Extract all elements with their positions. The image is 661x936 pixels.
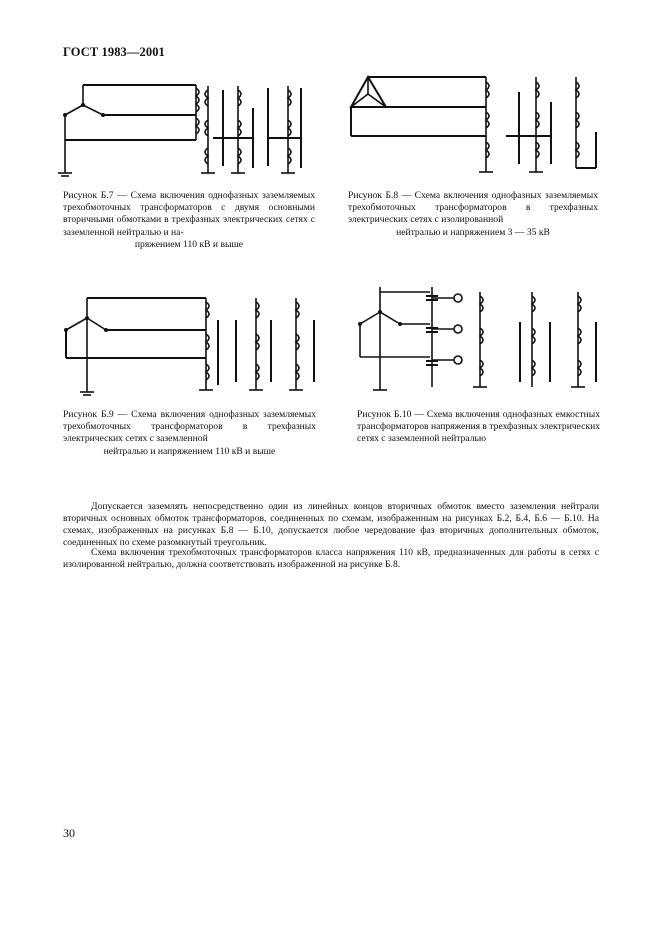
body-paragraph-1: Допускается заземлять непосредственно один из линейных концов вторичных обмоток вместо заземления нейтрали вторичных основных обмоток трансформаторов, соединенных по схемам, изображенным на рисунках Б.2, Б.4, Б.6 — Б.10. На схемах, изображенных на рисунках Б.8 — Б.10, допускается любое чередование фаз вторичных дополнительных обмоток, соединенных по схеме разомкнутый треугольник.: [63, 501, 599, 548]
figure-b10-caption: [357, 409, 600, 446]
figure-b9-caption-last-line: нейтралью и напряжением 110 кВ и выше: [103, 445, 276, 457]
figure-b7-diagram: [58, 78, 318, 178]
figure-b8-caption-text: Рисунок Б.8 — Схема включения однофазных заземляемых трехобмоточных трансформаторов в трехфазных электрических сетях с изолированной: [348, 190, 598, 226]
body-paragraph-2: Схема включения трехобмоточных трансформаторов класса напряжения 110 кВ, предназначенных для работы в сетях с изолированной нейтралью, должна соответствовать изображенной на рисунке Б.8.: [63, 547, 599, 570]
figure-b10-caption-text: Рисунок Б.10 — Схема включения однофазных емкостных трансформаторов напряжения в трехфазных электрических сетях с заземленной нейтралью: [357, 409, 600, 445]
figure-b7-caption-last-line: пряжением 110 кВ и выше: [134, 238, 244, 250]
figure-b9-caption: [63, 409, 316, 458]
figure-b7-circuit: [58, 85, 301, 176]
page-number: 30: [63, 826, 75, 840]
figure-b10-circuit: [358, 287, 596, 390]
figure-b7-caption-text: Рисунок Б.7 — Схема включения однофазных заземляемых трехобмоточных трансформаторов с двумя основными вторичными обмотками в трехфазных электрических сетях с заземленной нейтралью и на-: [63, 190, 315, 238]
figure-b8-caption-last-line: нейтралью и напряжением 3 — 35 кВ: [396, 226, 550, 238]
figure-b9-caption-text: Рисунок Б.9 — Схема включения однофазных заземляемых трехобмоточных трансформаторов в трехфазных электрических сетях с заземленной: [63, 409, 316, 445]
document-header: ГОСТ 1983—2001: [63, 45, 165, 59]
figure-b8-diagram: [346, 72, 606, 177]
figure-b8-caption: [348, 190, 598, 239]
figure-b9-circuit: [64, 298, 314, 395]
figure-b7-caption: [63, 190, 315, 251]
figure-b10-diagram: [350, 282, 600, 400]
figure-b9-diagram: [56, 290, 318, 400]
figure-b8-circuit: [351, 77, 596, 172]
